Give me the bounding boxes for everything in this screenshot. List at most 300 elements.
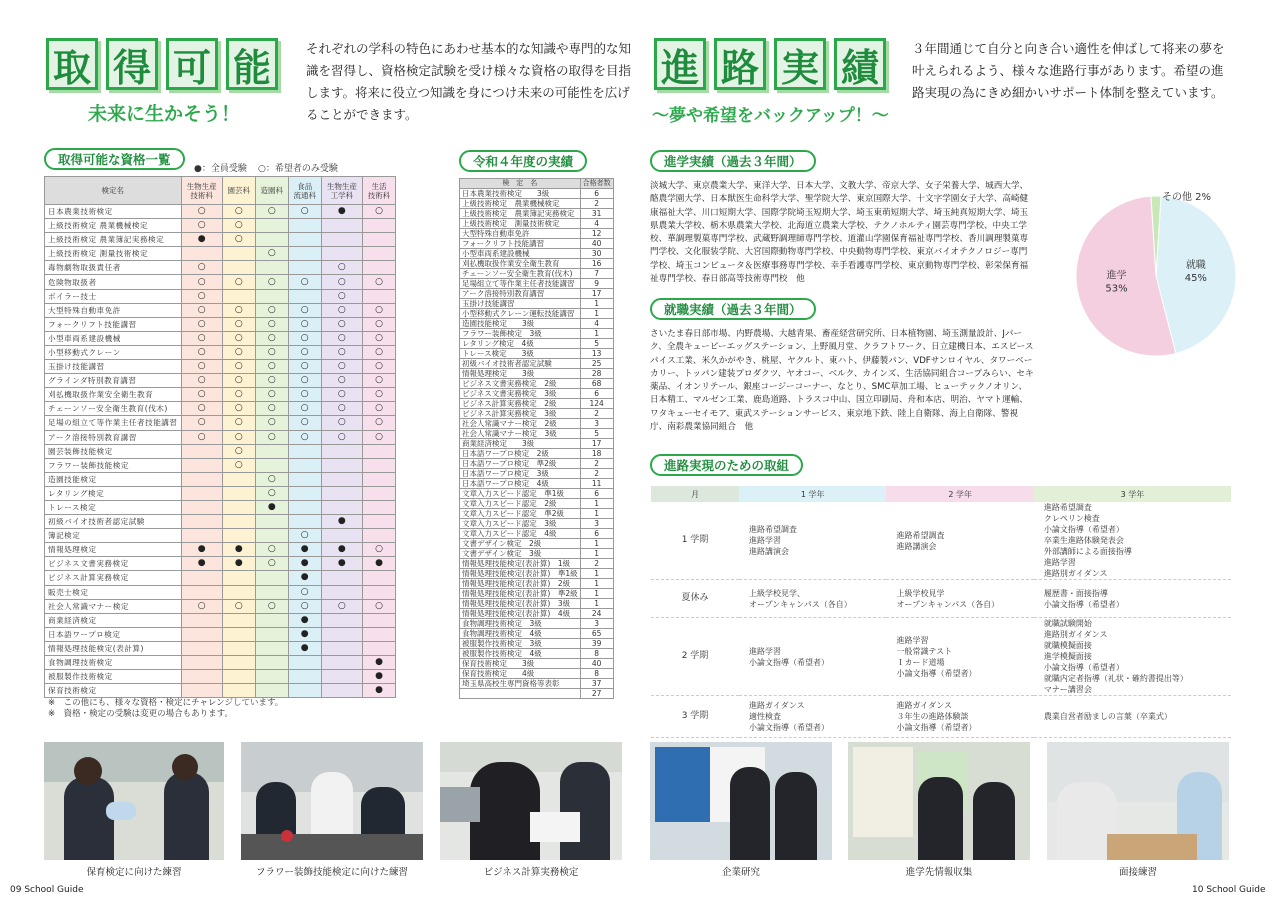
- photo-flower-practice: [241, 742, 423, 860]
- qual-mark: ○: [222, 416, 255, 430]
- qual-mark: [181, 444, 222, 458]
- qual-mark: [288, 458, 321, 472]
- job-list: さいたま春日部市場、内野農場、大越青果、畜産経営研究所、日本植物園、埼玉測量設計、Jパーク、全農キューピーエッグステーション、上野風月堂、クラフトワーク、日立建機日本、エスビースパイス工業、米久かがやき、桃屋、ヤクルト、東ハト、伊藤製パン、VDFサンロイヤル、タワーベーカリー、トッパン建装プロダクツ、ヤオコー、ベルク、カインズ、生活協同組合コープみらい、セキ薬品、イオンリテール、銀座コージーコーナー、なとり、SMC草加工場、ヒューテックノオリン、日本精工、マルゼン工業、鹿島道路、トラスコ中山、国立印刷局、舟和本店、明治、ヤマト運輸、ワタキューセイモア、東武ステーションサービス、東京地下鉄、陸上自衛隊、海上自衛隊、警視庁、南彩農業協同組合 他: [650, 329, 1034, 433]
- photo-caption: 保育検定に向けた練習: [86, 867, 182, 878]
- result-name: レタリング検定 4級: [460, 339, 581, 349]
- result-count: 8: [580, 649, 613, 659]
- photo-caption: 企業研究: [721, 867, 760, 878]
- qual-mark: [321, 627, 362, 641]
- qual-name: 上級技術検定 測量技術検定: [45, 247, 182, 261]
- qual-mark: ●: [288, 613, 321, 627]
- qual-name: トレース検定: [45, 500, 182, 514]
- qual-mark: [181, 458, 222, 472]
- qual-mark: [181, 472, 222, 486]
- qual-mark: [255, 233, 288, 247]
- table-row: [45, 275, 396, 289]
- qual-mark: ○: [181, 219, 222, 233]
- table-row: [45, 247, 396, 261]
- table-row: [45, 317, 396, 331]
- qual-mark: ●: [288, 543, 321, 557]
- result-count: 17: [580, 289, 613, 299]
- result-count: 2: [580, 559, 613, 569]
- sched-heading: 進路実現のための取組: [650, 454, 803, 476]
- result-count: 2: [580, 469, 613, 479]
- result-name: 文章入力スピード認定 準1級: [460, 489, 581, 499]
- schedule-cell: 農業自営者励ましの言葉（卒業式）: [1034, 696, 1231, 738]
- qual-name: 日本農業技術検定: [45, 205, 182, 219]
- qual-mark: ●: [363, 557, 396, 571]
- qual-mark: [288, 670, 321, 684]
- result-name: 情報処理技能検定(表計算) 準1級: [460, 569, 581, 579]
- table-row: [45, 205, 396, 219]
- qual-mark: ○: [363, 430, 396, 444]
- results-heading: 令和４年度の実績: [459, 150, 587, 172]
- qual-mark: [255, 585, 288, 599]
- qual-mark: [288, 500, 321, 514]
- qual-mark: ○: [255, 430, 288, 444]
- schedule-row: [651, 618, 1231, 696]
- result-name: 文章入力スピード認定 2級: [460, 499, 581, 509]
- qual-name: 簿記検定: [45, 529, 182, 543]
- result-count: 28: [580, 369, 613, 379]
- qual-mark: [321, 613, 362, 627]
- result-name: ビジネス計算実務検定 3級: [460, 409, 581, 419]
- result-count: 1: [580, 509, 613, 519]
- schedule-table: [651, 486, 1231, 738]
- qual-mark: ○: [255, 472, 288, 486]
- qual-mark: [363, 585, 396, 599]
- qual-mark: ●: [181, 557, 222, 571]
- result-count: 6: [580, 189, 613, 199]
- qual-mark: ○: [181, 416, 222, 430]
- qual-name: 日本語ワープロ検定: [45, 627, 182, 641]
- qual-mark: ○: [288, 585, 321, 599]
- qual-mark: ○: [255, 543, 288, 557]
- photo-interview-practice: [1047, 742, 1229, 860]
- result-count: 30: [580, 249, 613, 259]
- qual-name: アーク溶接特別教育講習: [45, 430, 182, 444]
- title-char: 実: [774, 38, 826, 90]
- result-name: 足場組立て等作業主任者技能講習: [460, 279, 581, 289]
- result-name: 情報処理検定 3級: [460, 369, 581, 379]
- pie-value-1: 53%: [1105, 283, 1128, 295]
- table-row: [460, 389, 614, 399]
- photo-caption: ビジネス計算実務検定: [483, 867, 579, 878]
- qual-mark: ●: [363, 684, 396, 698]
- result-count: 6: [580, 389, 613, 399]
- qual-mark: [321, 486, 362, 500]
- table-row: [460, 269, 614, 279]
- result-count: 6: [580, 489, 613, 499]
- qual-mark: [363, 472, 396, 486]
- qual-name: 情報処理検定: [45, 543, 182, 557]
- qual-mark: ○: [181, 599, 222, 613]
- table-row: [45, 416, 396, 430]
- table-row: [45, 472, 396, 486]
- result-name: 文書デザイン検定 2級: [460, 539, 581, 549]
- table-row: [460, 639, 614, 649]
- qual-mark: ○: [181, 205, 222, 219]
- result-count: 3: [580, 519, 613, 529]
- table-row: [460, 209, 614, 219]
- qual-mark: ○: [181, 402, 222, 416]
- schedule-header: 3 学年: [1034, 486, 1231, 502]
- qual-mark: ●: [288, 641, 321, 655]
- qual-name: 初級バイオ技術者認定試験: [45, 515, 182, 529]
- result-name: ビジネス文書実務検定 2級: [460, 379, 581, 389]
- qual-mark: ○: [321, 388, 362, 402]
- qual-name: ボイラー技士: [45, 289, 182, 303]
- qual-notes: [48, 698, 283, 720]
- qual-mark: [321, 247, 362, 261]
- table-row: [460, 609, 614, 619]
- qual-mark: ○: [321, 331, 362, 345]
- qual-mark: ○: [321, 303, 362, 317]
- qual-mark: [255, 515, 288, 529]
- pie-label-0: 就職: [1185, 260, 1206, 272]
- title-char: 得: [106, 38, 158, 90]
- result-name: 刈払機取扱作業安全衛生教育: [460, 259, 581, 269]
- table-row: [460, 569, 614, 579]
- result-name: 文章入力スピード認定 4級: [460, 529, 581, 539]
- qual-mark: [255, 684, 288, 698]
- table-row: [460, 189, 614, 199]
- qual-mark: [255, 458, 288, 472]
- table-row: [460, 649, 614, 659]
- qual-mark: ○: [222, 345, 255, 359]
- table-row: [460, 669, 614, 679]
- result-name: 日本語ワープロ検定 2級: [460, 449, 581, 459]
- table-row: [460, 449, 614, 459]
- result-name: 上級技術検定 農業機械検定: [460, 199, 581, 209]
- table-row: [45, 684, 396, 698]
- schedule-cell: 進路学習 一般常識テスト Ｉカード道場 小論文指導（希望者）: [886, 618, 1033, 696]
- result-count: 40: [580, 659, 613, 669]
- result-name: 日本語ワープロ検定 3級: [460, 469, 581, 479]
- qual-mark: [255, 613, 288, 627]
- result-count: 24: [580, 609, 613, 619]
- qual-mark: ○: [181, 303, 222, 317]
- result-name: 初級バイオ技術者認定試験: [460, 359, 581, 369]
- result-count: 65: [580, 629, 613, 639]
- result-count: 40: [580, 239, 613, 249]
- table-row: [45, 402, 396, 416]
- result-count: 1: [580, 549, 613, 559]
- qual-mark: ○: [288, 388, 321, 402]
- qual-mark: ●: [321, 515, 362, 529]
- table-row: [45, 289, 396, 303]
- result-name: 保育技術検定 3級: [460, 659, 581, 669]
- qual-mark: [181, 585, 222, 599]
- qual-mark: [255, 444, 288, 458]
- table-row: [45, 303, 396, 317]
- result-count: 12: [580, 229, 613, 239]
- qual-mark: ○: [181, 430, 222, 444]
- result-name: アーク溶接特別教育講習: [460, 289, 581, 299]
- qual-name: 刈払機取扱作業安全衛生教育: [45, 388, 182, 402]
- table-row: [460, 679, 614, 689]
- qual-mark: [363, 233, 396, 247]
- qual-mark: ○: [363, 599, 396, 613]
- result-name: 文章入力スピード認定 3級: [460, 519, 581, 529]
- qual-mark: [222, 571, 255, 585]
- result-name: 情報処理技能検定(表計算) 1級: [460, 559, 581, 569]
- table-row: [45, 233, 396, 247]
- result-count: 31: [580, 209, 613, 219]
- result-name: フォークリフト技能講習: [460, 239, 581, 249]
- qual-mark: [321, 472, 362, 486]
- table-row: [460, 349, 614, 359]
- table-row: [460, 529, 614, 539]
- qual-mark: ○: [222, 303, 255, 317]
- schedule-cell: 上級学校見学 オープンキャンパス（各自）: [886, 580, 1033, 618]
- result-count: 1: [580, 599, 613, 609]
- table-row: [460, 459, 614, 469]
- result-count: 17: [580, 439, 613, 449]
- qual-mark: [181, 247, 222, 261]
- table-row: [45, 529, 396, 543]
- qual-mark: ○: [181, 360, 222, 374]
- qual-mark: ○: [222, 205, 255, 219]
- title-char: 績: [834, 38, 886, 90]
- photo-school-info: [848, 742, 1030, 860]
- qual-mark: [363, 444, 396, 458]
- table-row: [45, 627, 396, 641]
- result-name: フラワー装飾検定 3級: [460, 329, 581, 339]
- qual-mark: ○: [321, 416, 362, 430]
- result-name: 日本語ワープロ検定 準2級: [460, 459, 581, 469]
- right-subtitle: ～夢や希望をバックアップ！～: [652, 106, 889, 126]
- qual-mark: [222, 261, 255, 275]
- qual-mark: ●: [321, 205, 362, 219]
- result-name: ビジネス計算実務検定 2級: [460, 399, 581, 409]
- result-name: 商業経済検定 3級: [460, 439, 581, 449]
- qual-mark: [363, 613, 396, 627]
- qual-name: 大型特殊自動車免許: [45, 303, 182, 317]
- schedule-term: 夏休み: [651, 580, 739, 618]
- schedule-cell: 上級学校見学、 オープンキャンパス（各自）: [739, 580, 886, 618]
- qual-mark: ○: [363, 360, 396, 374]
- table-row: [460, 479, 614, 489]
- table-row: [45, 388, 396, 402]
- photo-company-research: [650, 742, 832, 860]
- qual-mark: [255, 219, 288, 233]
- table-row: [460, 399, 614, 409]
- schedule-cell: 進路ガイダンス 適性検査 小論文指導（希望者）: [739, 696, 886, 738]
- table-row: [460, 489, 614, 499]
- schedule-cell: 履歴書・面接指導 小論文指導（希望者）: [1034, 580, 1231, 618]
- qual-mark: [222, 627, 255, 641]
- qual-mark: [255, 641, 288, 655]
- schedule-cell: 進路希望調査 進路学習 進路講演会: [739, 502, 886, 580]
- result-name: 情報処理技能検定(表計算) 3級: [460, 599, 581, 609]
- qual-mark: ○: [288, 416, 321, 430]
- result-name: 情報処理技能検定(表計算) 準2級: [460, 589, 581, 599]
- qual-name: 食物調理技術検定: [45, 656, 182, 670]
- qual-mark: [321, 233, 362, 247]
- qual-mark: ●: [288, 571, 321, 585]
- qual-name: チェーンソー安全衛生教育(伐木): [45, 402, 182, 416]
- qual-mark: [255, 670, 288, 684]
- table-header: 園芸科: [222, 177, 255, 205]
- table-row: [45, 515, 396, 529]
- result-count: 1: [580, 499, 613, 509]
- qual-mark: [181, 571, 222, 585]
- table-row: [45, 261, 396, 275]
- schedule-cell: 進路学習 小論文指導（希望者）: [739, 618, 886, 696]
- qual-mark: ○: [255, 388, 288, 402]
- table-row: [45, 345, 396, 359]
- result-name: 文章入力スピード認定 準2級: [460, 509, 581, 519]
- qual-mark: ●: [181, 233, 222, 247]
- qual-mark: [181, 656, 222, 670]
- qual-mark: ○: [255, 374, 288, 388]
- photo-business-calc: [440, 742, 622, 860]
- qual-mark: ○: [255, 486, 288, 500]
- qual-mark: [321, 458, 362, 472]
- table-row: [45, 656, 396, 670]
- qual-mark: ○: [222, 233, 255, 247]
- qual-mark: ○: [222, 402, 255, 416]
- qual-mark: [222, 500, 255, 514]
- result-count: 2: [580, 459, 613, 469]
- left-intro: それぞれの学科の特色にあわせ基本的な知識や専門的な知識を習得し、資格検定試験を受け様々な資格の取得を目指します。将来に役立つ知識を身につけ未来の可能性を広げることができます。: [306, 41, 632, 122]
- qual-mark: ○: [255, 205, 288, 219]
- pie-label-1: 進学: [1106, 270, 1127, 282]
- table-row: [45, 670, 396, 684]
- job-heading: 就職実績（過去３年間）: [650, 298, 816, 320]
- table-header: 生物生産 工学科: [321, 177, 362, 205]
- result-count: 6: [580, 529, 613, 539]
- qual-mark: [222, 641, 255, 655]
- table-row: [460, 239, 614, 249]
- table-row: [45, 543, 396, 557]
- qual-mark: ○: [255, 599, 288, 613]
- title-char: 路: [714, 38, 766, 90]
- result-count: 18: [580, 449, 613, 459]
- qual-mark: ○: [321, 345, 362, 359]
- qual-mark: [222, 684, 255, 698]
- result-count: 37: [580, 679, 613, 689]
- table-row: [460, 409, 614, 419]
- qual-name: レタリング検定: [45, 486, 182, 500]
- qual-mark: [321, 656, 362, 670]
- result-count: 1: [580, 539, 613, 549]
- qual-mark: ●: [363, 670, 396, 684]
- result-name: 小型移動式クレーン運転技能講習: [460, 309, 581, 319]
- qual-mark: [181, 500, 222, 514]
- result-count: 1: [580, 579, 613, 589]
- schedule-term: 3 学期: [651, 696, 739, 738]
- qual-mark: [321, 571, 362, 585]
- qual-name: 毒物劇物取扱責任者: [45, 261, 182, 275]
- qual-name: フラワー装飾技能検定: [45, 458, 182, 472]
- qual-mark: [222, 613, 255, 627]
- qual-name: 保育技術検定: [45, 684, 182, 698]
- result-count: 4: [580, 319, 613, 329]
- pie-value-0: 45%: [1184, 273, 1207, 285]
- legend-some: ○：希望者のみ受験: [258, 164, 338, 174]
- table-row: [460, 329, 614, 339]
- results-table: [459, 178, 614, 699]
- qual-name: 危険物取扱者: [45, 275, 182, 289]
- result-count: 1: [580, 299, 613, 309]
- qual-mark: ○: [222, 444, 255, 458]
- title-char: 取: [46, 38, 98, 90]
- qual-mark: [321, 684, 362, 698]
- qual-mark: ○: [321, 275, 362, 289]
- qual-mark: ○: [363, 388, 396, 402]
- table-row: [45, 641, 396, 655]
- qual-mark: ○: [363, 331, 396, 345]
- qual-mark: ○: [321, 261, 362, 275]
- table-row: [460, 379, 614, 389]
- table-row: [460, 219, 614, 229]
- result-count: 39: [580, 639, 613, 649]
- qual-mark: [222, 486, 255, 500]
- table-row: [460, 559, 614, 569]
- result-name: 情報処理技能検定(表計算) 4級: [460, 609, 581, 619]
- table-row: [460, 309, 614, 319]
- qual-mark: ○: [363, 275, 396, 289]
- qual-mark: [181, 627, 222, 641]
- table-row: [45, 585, 396, 599]
- table-header: 生物生産 技術科: [181, 177, 222, 205]
- note: ※ 資格・検定の受験は変更の場合もあります。: [48, 709, 233, 719]
- result-count: 13: [580, 349, 613, 359]
- qual-name: 上級技術検定 農業簿記実務検定: [45, 233, 182, 247]
- result-count: 5: [580, 429, 613, 439]
- result-count: 5: [580, 339, 613, 349]
- qual-mark: [321, 219, 362, 233]
- schedule-header: 1 学年: [739, 486, 886, 502]
- qual-mark: [255, 289, 288, 303]
- result-count: 3: [580, 619, 613, 629]
- result-name: 食物調理技術検定 3級: [460, 619, 581, 629]
- qual-mark: ○: [181, 388, 222, 402]
- qual-mark: ○: [288, 374, 321, 388]
- table-row: [45, 360, 396, 374]
- table-row: [460, 339, 614, 349]
- qual-mark: [321, 670, 362, 684]
- table-row: [460, 229, 614, 239]
- qual-mark: [288, 486, 321, 500]
- table-row: [45, 557, 396, 571]
- table-header: 検定名: [45, 177, 182, 205]
- result-count: 3: [580, 419, 613, 429]
- qual-mark: [321, 500, 362, 514]
- schedule-cell: 進路ガイダンス ３年生の進路体験談 小論文指導（希望者）: [886, 696, 1033, 738]
- qual-mark: [288, 515, 321, 529]
- qual-mark: [288, 247, 321, 261]
- qual-mark: ○: [363, 416, 396, 430]
- qual-mark: ○: [255, 360, 288, 374]
- table-row: [460, 629, 614, 639]
- result-count: 9: [580, 279, 613, 289]
- qual-name: フォークリフト技能講習: [45, 317, 182, 331]
- qual-mark: [321, 444, 362, 458]
- qual-mark: ●: [321, 557, 362, 571]
- qual-mark: ○: [288, 275, 321, 289]
- qual-mark: ○: [255, 317, 288, 331]
- result-name: 造園技能検定 3級: [460, 319, 581, 329]
- table-row: [460, 249, 614, 259]
- table-row: [460, 419, 614, 429]
- title-char: 進: [654, 38, 706, 90]
- result-count: 27: [580, 689, 613, 699]
- table-row: [460, 369, 614, 379]
- result-name: 日本語ワープロ検定 4級: [460, 479, 581, 489]
